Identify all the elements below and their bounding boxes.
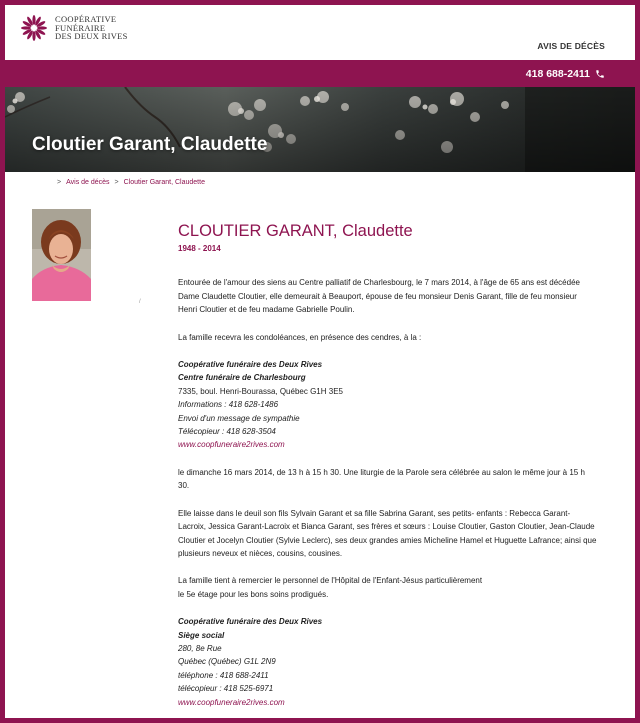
obituary-content bbox=[178, 221, 598, 718]
breadcrumb-current[interactable]: Cloutier Garant, Claudette bbox=[123, 179, 205, 186]
phone-bar bbox=[5, 60, 635, 87]
flower-logo-icon bbox=[20, 14, 48, 42]
logo-line-2: FUNÉRAIRE bbox=[55, 22, 106, 33]
thanks-line-2: le 5e étage pour les bons soins prodigués. bbox=[178, 589, 329, 599]
page-frame bbox=[5, 5, 635, 718]
logo-line-1: COOPÉRATIVE bbox=[55, 14, 117, 25]
portrait-image bbox=[32, 209, 91, 301]
hq-city: Québec (Québec) G1L 2N9 bbox=[178, 657, 276, 667]
hero-title: Cloutier Garant, Claudette bbox=[32, 134, 268, 155]
venue-coop-name: Coopérative funéraire des Deux Rives bbox=[178, 360, 323, 370]
venue-info-phone: Informations : 418 628-1486 bbox=[178, 400, 279, 410]
phone-number: 418 688-2411 bbox=[525, 68, 590, 80]
family-paragraph: Elle laisse dans le deuil son fils Sylvain Garant et sa fille Sabrina Garant, ses petits- enfants : Rebecca Garant-Lacroix, Jessica Garant-Lacroix et Bianca Garant, ses frères et sœurs : Louise Cloutier, Gaston Cloutier, Jean-Claude Cloutier et Jocelyn Cloutier (Sylvie Leclerc), ses deux grandes amies Micheline Hamel et Huguette Lafrance; ainsi que plusieurs neveux et nièces, cousins, cousines. bbox=[178, 508, 597, 558]
photo-caption: / bbox=[139, 299, 141, 305]
nav-obituaries-link[interactable]: AVIS DE DÉCÈS bbox=[537, 41, 605, 51]
deceased-years: 1948 - 2014 bbox=[178, 244, 221, 253]
deceased-name: CLOUTIER GARANT, Claudette bbox=[178, 222, 413, 240]
obituary-paragraph: Entourée de l'amour des siens au Centre palliatif de Charlesbourg, le 7 mars 2014, à l'âge de 65 ans est décédée Dame Claudette Cloutier, elle demeurait à Beauport, épouse de feu monsieur Denis Garant, fille de feu monsieur Henri Cloutier et de feu madame Gabrielle Poulin. bbox=[178, 278, 580, 315]
sympathy-message-link[interactable]: Envoi d'un message de sympathie bbox=[178, 413, 300, 423]
hq-label: Siège social bbox=[178, 630, 225, 640]
site-header bbox=[5, 5, 635, 60]
hq-phone: téléphone : 418 688-2411 bbox=[178, 670, 269, 680]
site-logo[interactable] bbox=[20, 14, 128, 42]
logo-line-3: DES DEUX RIVES bbox=[55, 31, 128, 42]
breadcrumb-separator: > bbox=[57, 179, 62, 186]
venue-fax: Télécopieur : 418 628-3504 bbox=[178, 427, 276, 437]
thanks-line-1: La famille tient à remercier le personnel de l'Hôpital de l'Enfant-Jésus particulièrement bbox=[178, 576, 483, 586]
venue-block bbox=[178, 358, 598, 452]
venue-website-link[interactable]: www.coopfuneraire2rives.com bbox=[178, 440, 285, 450]
hq-street: 280, 8e Rue bbox=[178, 643, 222, 653]
visitation-paragraph: le dimanche 16 mars 2014, de 13 h à 15 h 30. Une liturgie de la Parole sera célébrée au salon le même jour à 15 h 30. bbox=[178, 467, 585, 491]
thanks-paragraph bbox=[178, 574, 598, 601]
logo-wordmark bbox=[55, 15, 128, 41]
breadcrumb bbox=[57, 179, 205, 186]
venue-address: 7335, boul. Henri-Bourassa, Québec G1H 3E5 bbox=[178, 386, 343, 396]
headquarters-block bbox=[178, 615, 598, 709]
phone-link[interactable] bbox=[526, 68, 605, 80]
venue-center-name: Centre funéraire de Charlesbourg bbox=[178, 373, 306, 383]
breadcrumb-separator: > bbox=[114, 179, 119, 186]
hq-fax: télécopieur : 418 525-6971 bbox=[178, 684, 274, 694]
phone-icon bbox=[595, 69, 605, 79]
deceased-photo bbox=[32, 209, 91, 301]
condolences-paragraph: La famille recevra les condoléances, en présence des cendres, à la : bbox=[178, 332, 422, 342]
hq-coop-name: Coopérative funéraire des Deux Rives bbox=[178, 617, 323, 627]
hero-banner bbox=[5, 87, 635, 172]
blossom-background-image bbox=[5, 87, 635, 172]
hq-website-link[interactable]: www.coopfuneraire2rives.com bbox=[178, 697, 285, 707]
breadcrumb-obituaries-link[interactable]: Avis de décès bbox=[66, 179, 110, 186]
